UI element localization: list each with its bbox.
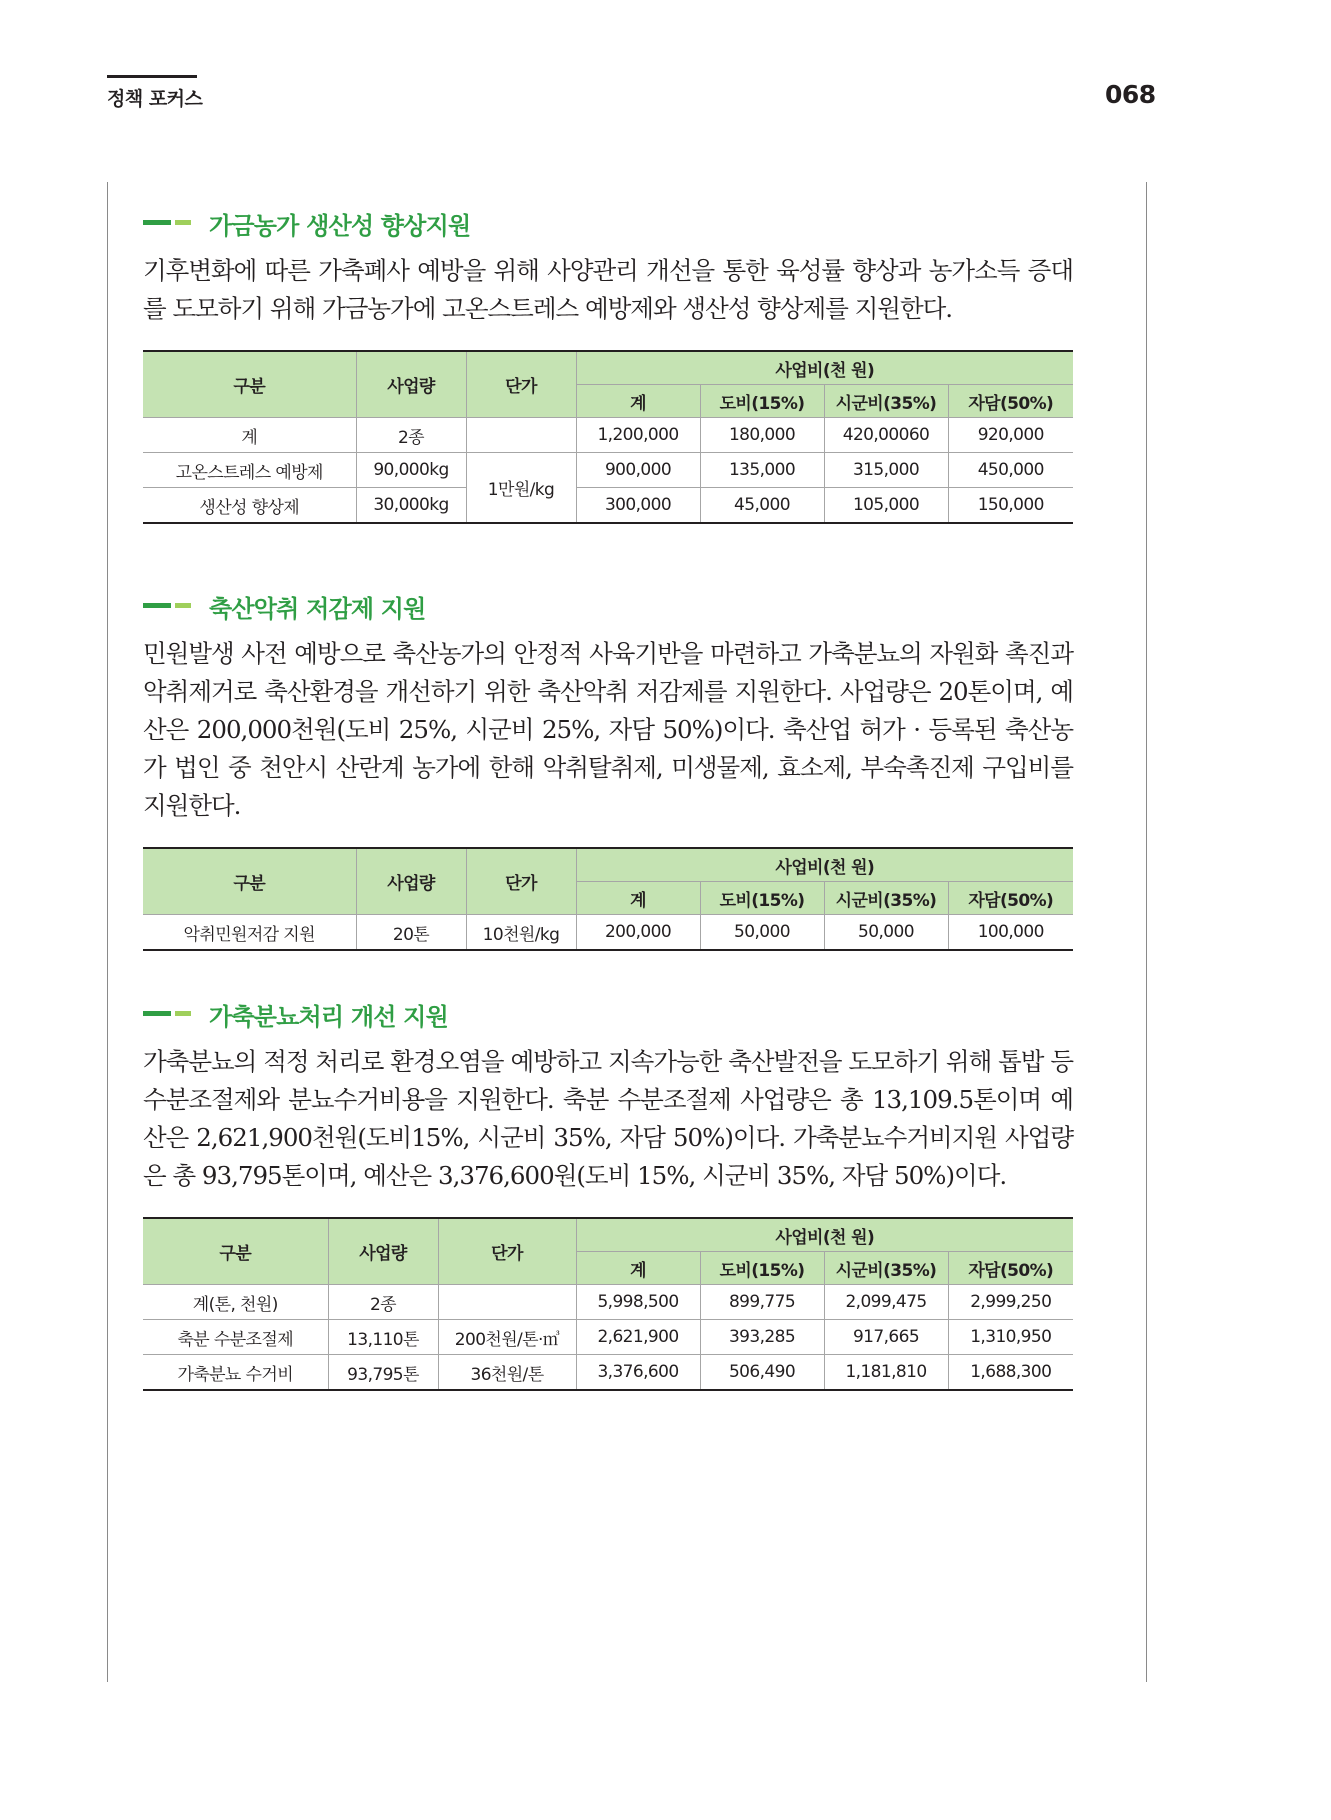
table-row	[143, 1355, 1073, 1391]
header-category: 구분	[143, 1218, 328, 1285]
header-province: 도비(15%)	[700, 385, 824, 418]
header-budget: 사업비(천 원)	[576, 848, 1073, 882]
cell-unit-price: 200천원/톤·㎥	[438, 1320, 576, 1355]
header-self: 자담(50%)	[948, 1252, 1073, 1285]
cell-province: 506,490	[700, 1355, 824, 1391]
cell-province: 45,000	[700, 488, 824, 524]
header-unit-price: 단가	[466, 848, 576, 915]
cell-category: 계(톤, 천원)	[143, 1285, 328, 1320]
header-total: 계	[576, 385, 700, 418]
header-total: 계	[576, 882, 700, 915]
budget-table	[143, 350, 1073, 524]
header-volume: 사업량	[356, 848, 466, 915]
cell-volume: 20톤	[356, 915, 466, 951]
section-title: 가금농가 생산성 향상지원	[209, 212, 471, 240]
cell-self: 2,999,250	[948, 1285, 1073, 1320]
section-heading	[143, 995, 1073, 1035]
left-margin-rule	[107, 182, 108, 1682]
header-budget: 사업비(천 원)	[576, 1218, 1073, 1252]
header-total: 계	[576, 1252, 700, 1285]
heading-bar-icon	[143, 603, 171, 608]
section-poultry-productivity	[143, 204, 1073, 524]
cell-city: 1,181,810	[824, 1355, 948, 1391]
right-margin-rule	[1146, 182, 1147, 1682]
section-manure-treatment	[143, 995, 1073, 1391]
header-city: 시군비(35%)	[824, 1252, 948, 1285]
cell-unit-price	[438, 1285, 576, 1320]
cell-category: 축분 수분조절제	[143, 1320, 328, 1355]
cell-self: 1,310,950	[948, 1320, 1073, 1355]
cell-category: 고온스트레스 예방제	[143, 453, 356, 488]
heading-bar-accent-icon	[175, 1011, 191, 1016]
table-row	[143, 1320, 1073, 1355]
cell-self: 450,000	[948, 453, 1073, 488]
cell-volume: 2종	[328, 1285, 438, 1320]
cell-unit-price: 10천원/kg	[466, 915, 576, 951]
section-paragraph: 민원발생 사전 예방으로 축산농가의 안정적 사육기반을 마련하고 가축분뇨의 자원화 촉진과 악취제거로 축산환경을 개선하기 위한 축산악취 저감제를 지원한다. 사업량은 20톤이며, 예산은 200,000천원(도비 25%, 시군비 25%, 자담 50%)이다. 축산업 허가 · 등록된 축산농가 법인 중 천안시 산란계 농가에 한해 악취탈취제, 미생물제, 효소제, 부숙촉진제 구입비를 지원한다.	[143, 639, 1073, 820]
section-heading	[143, 587, 1073, 627]
cell-city: 50,000	[824, 915, 948, 951]
cell-city: 420,00060	[824, 418, 948, 453]
section-title: 가축분뇨처리 개선 지원	[209, 1003, 448, 1031]
cell-self: 150,000	[948, 488, 1073, 524]
cell-province: 180,000	[700, 418, 824, 453]
header-category: 구분	[143, 351, 356, 418]
cell-total: 5,998,500	[576, 1285, 700, 1320]
cell-volume: 13,110톤	[328, 1320, 438, 1355]
cell-total: 900,000	[576, 453, 700, 488]
cell-volume: 30,000kg	[356, 488, 466, 524]
heading-bar-icon	[143, 1011, 171, 1016]
cell-category: 생산성 향상제	[143, 488, 356, 524]
running-header-title: 정책 포커스	[107, 88, 203, 110]
header-self: 자담(50%)	[948, 385, 1073, 418]
cell-total: 3,376,600	[576, 1355, 700, 1391]
cell-unit-price: 36천원/톤	[438, 1355, 576, 1391]
table-row	[143, 1285, 1073, 1320]
header-unit-price: 단가	[466, 351, 576, 418]
budget-table	[143, 847, 1073, 951]
section-paragraph: 기후변화에 따른 가축폐사 예방을 위해 사양관리 개선을 통한 육성률 향상과 농가소득 증대를 도모하기 위해 가금농가에 고온스트레스 예방제와 생산성 향상제를 지원한다.	[143, 256, 1073, 323]
section-odor-reduction	[143, 587, 1073, 951]
page-number: 068	[1105, 80, 1156, 109]
heading-bar-icon	[143, 220, 171, 225]
section-title: 축산악취 저감제 지원	[209, 595, 426, 623]
header-volume: 사업량	[356, 351, 466, 418]
cell-city: 2,099,475	[824, 1285, 948, 1320]
header-category: 구분	[143, 848, 356, 915]
cell-self: 920,000	[948, 418, 1073, 453]
cell-volume: 90,000kg	[356, 453, 466, 488]
table-row	[143, 488, 1073, 524]
table-row	[143, 915, 1073, 951]
cell-city: 315,000	[824, 453, 948, 488]
cell-city: 917,665	[824, 1320, 948, 1355]
section-paragraph: 가축분뇨의 적정 처리로 환경오염을 예방하고 지속가능한 축산발전을 도모하기 위해 톱밥 등 수분조절제와 분뇨수거비용을 지원한다. 축분 수분조절제 사업량은 총 13,109.5톤이며 예산은 2,621,900천원(도비15%, 시군비 35%, 자담 50%)이다. 가축분뇨수거비지원 사업량은 총 93,795톤이며, 예산은 3,376,600원(도비 15%, 시군비 35%, 자담 50%)이다.	[143, 1047, 1073, 1190]
cell-province: 393,285	[700, 1320, 824, 1355]
cell-province: 50,000	[700, 915, 824, 951]
header-volume: 사업량	[328, 1218, 438, 1285]
cell-category: 가축분뇨 수거비	[143, 1355, 328, 1391]
table-row	[143, 453, 1073, 488]
section-heading	[143, 204, 1073, 244]
header-rule	[107, 75, 197, 78]
cell-province: 135,000	[700, 453, 824, 488]
cell-category: 악취민원저감 지원	[143, 915, 356, 951]
cell-total: 2,621,900	[576, 1320, 700, 1355]
header-province: 도비(15%)	[700, 1252, 824, 1285]
header-self: 자담(50%)	[948, 882, 1073, 915]
cell-city: 105,000	[824, 488, 948, 524]
heading-bar-accent-icon	[175, 220, 191, 225]
heading-bar-accent-icon	[175, 603, 191, 608]
header-city: 시군비(35%)	[824, 882, 948, 915]
table-row	[143, 418, 1073, 453]
cell-total: 300,000	[576, 488, 700, 524]
header-budget: 사업비(천 원)	[576, 351, 1073, 385]
cell-self: 1,688,300	[948, 1355, 1073, 1391]
cell-total: 1,200,000	[576, 418, 700, 453]
header-unit-price: 단가	[438, 1218, 576, 1285]
cell-unit-price	[466, 418, 576, 453]
cell-self: 100,000	[948, 915, 1073, 951]
header-city: 시군비(35%)	[824, 385, 948, 418]
header-province: 도비(15%)	[700, 882, 824, 915]
cell-unit-price: 1만원/kg	[466, 453, 576, 524]
cell-volume: 93,795톤	[328, 1355, 438, 1391]
cell-total: 200,000	[576, 915, 700, 951]
cell-province: 899,775	[700, 1285, 824, 1320]
cell-category: 계	[143, 418, 356, 453]
budget-table	[143, 1217, 1073, 1391]
cell-volume: 2종	[356, 418, 466, 453]
